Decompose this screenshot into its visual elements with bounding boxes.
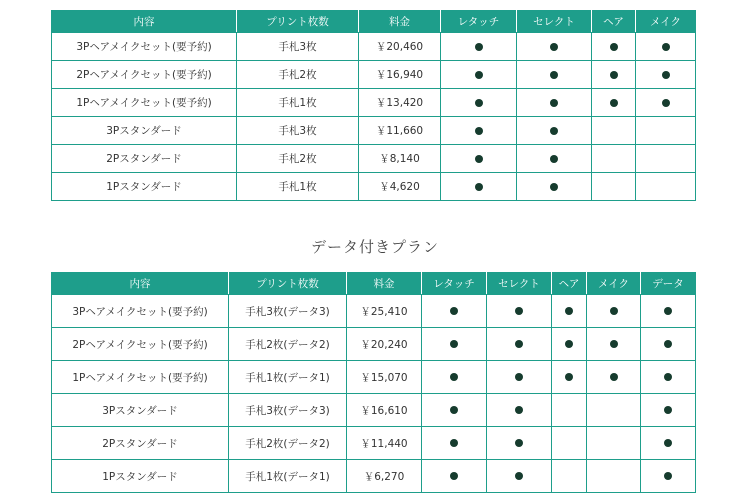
cell-data <box>641 394 696 427</box>
header-retouch: レタッチ <box>422 273 487 295</box>
cell-content: 3Pスタンダード <box>52 117 237 145</box>
cell-prints: 手札2枚 <box>237 61 359 89</box>
cell-hair <box>552 361 587 394</box>
header-price: 料金 <box>347 273 422 295</box>
filled-dot-icon <box>515 307 523 315</box>
cell-prints: 手札1枚 <box>237 89 359 117</box>
filled-dot-icon <box>610 43 618 51</box>
cell-prints: 手札1枚(データ1) <box>229 361 347 394</box>
cell-makeup <box>636 173 696 201</box>
cell-select <box>487 328 552 361</box>
table-row <box>52 89 696 117</box>
cell-select <box>517 61 592 89</box>
cell-makeup <box>587 361 641 394</box>
cell-data <box>641 361 696 394</box>
cell-retouch <box>422 295 487 328</box>
cell-content: 1Pヘアメイクセット(要予約) <box>52 361 229 394</box>
cell-prints: 手札3枚(データ3) <box>229 394 347 427</box>
header-prints: プリント枚数 <box>237 11 359 33</box>
filled-dot-icon <box>662 43 670 51</box>
cell-select <box>517 173 592 201</box>
cell-select <box>487 295 552 328</box>
cell-price: ￥4,620 <box>359 173 441 201</box>
table-row <box>52 394 696 427</box>
cell-price: ￥25,410 <box>347 295 422 328</box>
cell-retouch <box>422 394 487 427</box>
table-row <box>52 460 696 493</box>
section-title: データ付きプラン <box>310 238 439 256</box>
filled-dot-icon <box>475 43 483 51</box>
filled-dot-icon <box>664 472 672 480</box>
cell-content: 2Pヘアメイクセット(要予約) <box>52 328 229 361</box>
plan-table-body <box>52 33 696 201</box>
cell-retouch <box>441 145 517 173</box>
header-data: データ <box>641 273 696 295</box>
cell-select <box>517 89 592 117</box>
filled-dot-icon <box>662 99 670 107</box>
filled-dot-icon <box>450 340 458 348</box>
cell-retouch <box>422 427 487 460</box>
filled-dot-icon <box>550 99 558 107</box>
cell-hair <box>552 460 587 493</box>
cell-retouch <box>422 328 487 361</box>
filled-dot-icon <box>450 373 458 381</box>
header-select: セレクト <box>487 273 552 295</box>
cell-hair <box>592 61 636 89</box>
plan-table-header-row <box>52 11 696 33</box>
cell-price: ￥15,070 <box>347 361 422 394</box>
cell-content: 1Pスタンダード <box>52 173 237 201</box>
plan-table <box>51 10 696 201</box>
cell-select <box>517 145 592 173</box>
header-prints: プリント枚数 <box>229 273 347 295</box>
cell-retouch <box>422 361 487 394</box>
cell-makeup <box>587 460 641 493</box>
cell-prints: 手札1枚(データ1) <box>229 460 347 493</box>
filled-dot-icon <box>565 340 573 348</box>
filled-dot-icon <box>610 99 618 107</box>
cell-price: ￥20,460 <box>359 33 441 61</box>
cell-price: ￥11,660 <box>359 117 441 145</box>
cell-prints: 手札2枚 <box>237 145 359 173</box>
cell-prints: 手札3枚(データ3) <box>229 295 347 328</box>
filled-dot-icon <box>515 373 523 381</box>
cell-content: 3Pヘアメイクセット(要予約) <box>52 33 237 61</box>
table-row <box>52 295 696 328</box>
cell-retouch <box>441 89 517 117</box>
cell-hair <box>592 173 636 201</box>
cell-price: ￥20,240 <box>347 328 422 361</box>
cell-content: 2Pスタンダード <box>52 427 229 460</box>
cell-select <box>517 33 592 61</box>
cell-hair <box>592 33 636 61</box>
cell-content: 1Pスタンダード <box>52 460 229 493</box>
cell-price: ￥6,270 <box>347 460 422 493</box>
table-row <box>52 33 696 61</box>
data-plan-table-header-row <box>52 273 696 295</box>
cell-data <box>641 328 696 361</box>
filled-dot-icon <box>610 373 618 381</box>
filled-dot-icon <box>475 127 483 135</box>
filled-dot-icon <box>565 373 573 381</box>
filled-dot-icon <box>515 340 523 348</box>
filled-dot-icon <box>664 373 672 381</box>
cell-content: 2Pスタンダード <box>52 145 237 173</box>
filled-dot-icon <box>515 406 523 414</box>
filled-dot-icon <box>475 183 483 191</box>
filled-dot-icon <box>550 183 558 191</box>
cell-retouch <box>441 173 517 201</box>
filled-dot-icon <box>610 307 618 315</box>
filled-dot-icon <box>550 155 558 163</box>
cell-prints: 手札3枚 <box>237 117 359 145</box>
cell-hair <box>552 295 587 328</box>
cell-hair <box>552 328 587 361</box>
header-content: 内容 <box>52 273 229 295</box>
header-price: 料金 <box>359 11 441 33</box>
cell-prints: 手札2枚(データ2) <box>229 328 347 361</box>
filled-dot-icon <box>450 472 458 480</box>
filled-dot-icon <box>664 439 672 447</box>
cell-content: 1Pヘアメイクセット(要予約) <box>52 89 237 117</box>
table-row <box>52 61 696 89</box>
cell-select <box>487 460 552 493</box>
cell-retouch <box>422 460 487 493</box>
cell-prints: 手札2枚(データ2) <box>229 427 347 460</box>
cell-makeup <box>636 61 696 89</box>
cell-content: 3Pヘアメイクセット(要予約) <box>52 295 229 328</box>
cell-makeup <box>636 145 696 173</box>
cell-hair <box>552 394 587 427</box>
filled-dot-icon <box>450 439 458 447</box>
filled-dot-icon <box>664 406 672 414</box>
data-plan-table-body <box>52 295 696 493</box>
data-plan-table <box>51 272 696 493</box>
cell-makeup <box>636 89 696 117</box>
header-hair: ヘア <box>592 11 636 33</box>
cell-prints: 手札3枚 <box>237 33 359 61</box>
header-makeup: メイク <box>587 273 641 295</box>
cell-data <box>641 427 696 460</box>
cell-select <box>487 427 552 460</box>
cell-makeup <box>636 117 696 145</box>
cell-data <box>641 460 696 493</box>
header-makeup: メイク <box>636 11 696 33</box>
cell-retouch <box>441 61 517 89</box>
filled-dot-icon <box>550 71 558 79</box>
cell-price: ￥11,440 <box>347 427 422 460</box>
header-hair: ヘア <box>552 273 587 295</box>
cell-retouch <box>441 33 517 61</box>
table-row <box>52 361 696 394</box>
filled-dot-icon <box>475 71 483 79</box>
cell-prints: 手札1枚 <box>237 173 359 201</box>
filled-dot-icon <box>664 340 672 348</box>
cell-price: ￥13,420 <box>359 89 441 117</box>
table-row <box>52 427 696 460</box>
cell-select <box>487 394 552 427</box>
header-content: 内容 <box>52 11 237 33</box>
cell-hair <box>592 117 636 145</box>
cell-price: ￥16,610 <box>347 394 422 427</box>
cell-makeup <box>636 33 696 61</box>
filled-dot-icon <box>610 71 618 79</box>
cell-makeup <box>587 427 641 460</box>
cell-content: 2Pヘアメイクセット(要予約) <box>52 61 237 89</box>
cell-hair <box>592 89 636 117</box>
cell-hair <box>552 427 587 460</box>
cell-select <box>487 361 552 394</box>
filled-dot-icon <box>565 307 573 315</box>
header-retouch: レタッチ <box>441 11 517 33</box>
filled-dot-icon <box>550 43 558 51</box>
filled-dot-icon <box>475 99 483 107</box>
header-select: セレクト <box>517 11 592 33</box>
cell-makeup <box>587 328 641 361</box>
cell-makeup <box>587 295 641 328</box>
filled-dot-icon <box>664 307 672 315</box>
filled-dot-icon <box>515 439 523 447</box>
filled-dot-icon <box>662 71 670 79</box>
cell-makeup <box>587 394 641 427</box>
cell-price: ￥16,940 <box>359 61 441 89</box>
table-row <box>52 145 696 173</box>
cell-hair <box>592 145 636 173</box>
filled-dot-icon <box>450 307 458 315</box>
filled-dot-icon <box>450 406 458 414</box>
filled-dot-icon <box>610 340 618 348</box>
filled-dot-icon <box>475 155 483 163</box>
filled-dot-icon <box>515 472 523 480</box>
cell-retouch <box>441 117 517 145</box>
cell-data <box>641 295 696 328</box>
cell-content: 3Pスタンダード <box>52 394 229 427</box>
filled-dot-icon <box>550 127 558 135</box>
cell-select <box>517 117 592 145</box>
table-row <box>52 173 696 201</box>
table-row <box>52 117 696 145</box>
cell-price: ￥8,140 <box>359 145 441 173</box>
table-row <box>52 328 696 361</box>
